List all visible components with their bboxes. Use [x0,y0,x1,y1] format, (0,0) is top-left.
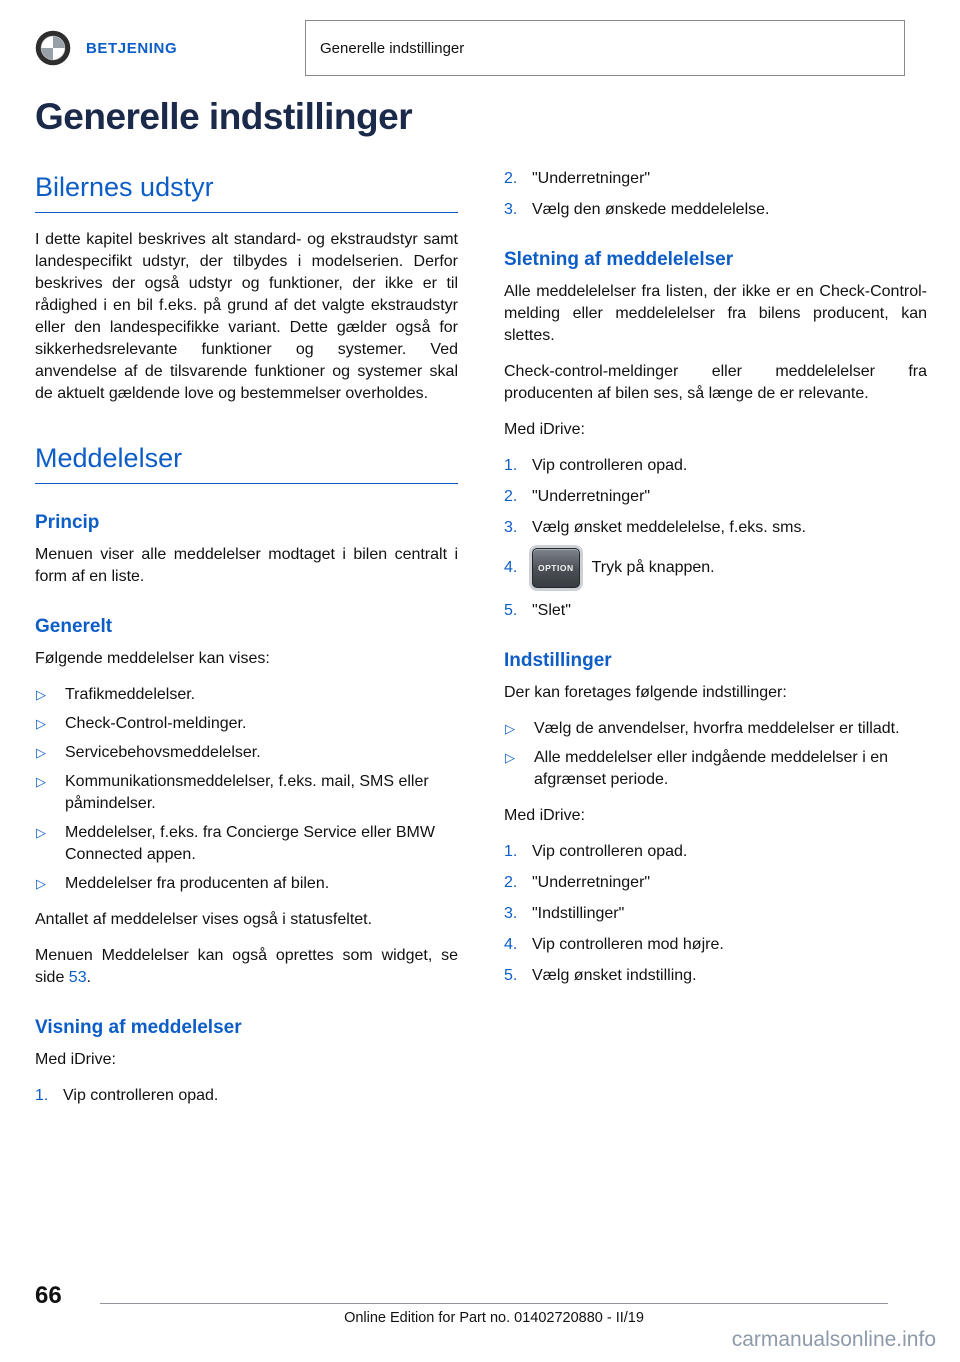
step-number: 5. [504,967,518,984]
step-text: Vælg ønsket meddelelelse, f.eks. sms. [532,519,806,536]
step-number: 4. [504,559,518,576]
step-text: "Underretninger" [532,170,651,187]
step-text: Vælg den ønskede meddelelelse. [532,201,770,218]
step-number: 3. [504,905,518,922]
message-types-list [35,684,458,895]
list-item: ▷ Meddelelser fra producenten af bilen. [35,873,458,895]
step-text: "Underretninger" [532,488,651,505]
list-item: ▷ Kommunikationsmeddelelser, f.eks. mail, SMS eller påmindelser. [35,771,458,815]
widget-note-period: . [86,969,92,986]
step-number: 2. [504,488,518,505]
list-item [35,1085,458,1107]
list-item [504,168,927,190]
list-item [504,903,927,925]
page-number: 66 [35,1282,62,1309]
list-item: ▷ Alle meddelelser eller indgående meddelelser i en afgrænset periode. [504,747,927,791]
step-number: 2. [504,170,518,187]
right-column [504,168,927,1116]
indstillinger-intro: Der kan foretages følgende indstillinger: [504,684,787,701]
list-item: ▷ Check-Control-meldinger. [35,713,458,735]
subheading-generelt: Generelt [35,616,113,637]
sletning-paragraph-2: Check-control-meldinger eller meddelelelser fra producenten af bilen ses, så længe de er relevante. [504,363,927,402]
step-text: Vip controlleren opad. [63,1087,219,1104]
sletning-paragraph-1: Alle meddelelelser fra listen, der ikke er en Check-Control-melding eller meddelelelser fra bilens producent, kan slettes. [504,283,927,344]
idrive-label: Med iDrive: [35,1051,116,1068]
list-item: ▷ Meddelelser, f.eks. fra Concierge Service eller BMW Connected appen. [35,822,458,866]
page-title: Generelle indstillinger [35,96,413,137]
step-text: Vælg ønsket indstilling. [532,967,697,984]
list-item [504,934,927,956]
step-number: 1. [504,457,518,474]
step-number: 1. [504,843,518,860]
page-reference-link[interactable]: 53 [68,969,87,986]
princip-paragraph: Menuen viser alle meddelelser modtaget i bilen centralt i form af en liste. [35,546,458,585]
list-item [504,517,927,539]
widget-note-text: Menuen Meddelelser kan også oprettes som widget, se side [35,947,458,986]
status-note: Antallet af meddelelser vises også i statusfeltet. [35,911,373,928]
step-number: 2. [504,874,518,891]
settings-options-list [504,718,927,791]
step-text: "Slet" [532,602,571,619]
step-text: Vip controlleren opad. [532,843,688,860]
section-heading-equipment: Bilernes udstyr [35,172,458,213]
list-item: ▷ Trafikmeddelelser. [35,684,458,706]
generelt-intro: Følgende meddelelser kan vises: [35,650,270,667]
subheading-visning: Visning af meddelelser [35,1017,242,1038]
header-chapter-title: Generelle indstillinger [320,39,465,57]
subheading-sletning: Sletning af meddelelelser [504,249,734,270]
step-number: 1. [35,1087,49,1104]
step-number: 3. [504,201,518,218]
list-item [504,486,927,508]
list-item [504,965,927,987]
step-number: 3. [504,519,518,536]
bmw-roundel-icon [35,30,71,66]
step-text: Vip controlleren opad. [532,457,688,474]
equipment-paragraph: I dette kapitel beskrives alt standard- og ekstraudstyr samt landespecifikt udstyr, der tilbydes i modelserien. Derfor beskrives der også udstyr og funktioner, der ikke er til rådighed i en bil f.eks. på grund af det valgte ekstraudstyr eller den landespecifikke variant. Dette gælder også for sikkerhedsrelevante funktioner og systemer. Ved anvendelse af de tilsvarende funktioner og systemer skal de aktuelt gældende love og bestemmelser overholdes. [35,231,458,402]
step-text-with-icon [532,548,927,588]
section-heading-messages: Meddelelser [35,443,458,484]
list-item [504,600,927,622]
step-number: 4. [504,936,518,953]
header-brand-area [35,20,305,76]
list-item: ▷ Vælg de anvendelser, hvorfra meddelelser er tilladt. [504,718,927,740]
idrive-label: Med iDrive: [504,807,585,824]
idrive-label: Med iDrive: [504,421,585,438]
watermark: carmanualsonline.info [731,1328,936,1351]
section-label: BETJENING [86,39,178,57]
step-text: Tryk på knappen. [591,559,715,577]
subheading-princip: Princip [35,512,100,533]
left-column [35,168,458,1116]
content-columns [35,168,927,1116]
list-item: ▷ Servicebehovsmeddelelser. [35,742,458,764]
widget-note [35,945,458,989]
header-chapter-box [305,20,905,76]
step-text: "Indstillinger" [532,905,625,922]
step-text: "Underretninger" [532,874,651,891]
page-header [35,20,905,76]
subheading-indstillinger: Indstillinger [504,650,612,671]
option-button-icon: OPTION [532,548,580,588]
list-item [504,872,927,894]
step-number: 5. [504,602,518,619]
edition-note: Online Edition for Part no. 01402720880 - II/19 [100,1303,888,1326]
list-item [504,548,927,588]
list-item [504,199,927,221]
list-item [504,455,927,477]
list-item [504,841,927,863]
step-text: Vip controlleren mod højre. [532,936,724,953]
